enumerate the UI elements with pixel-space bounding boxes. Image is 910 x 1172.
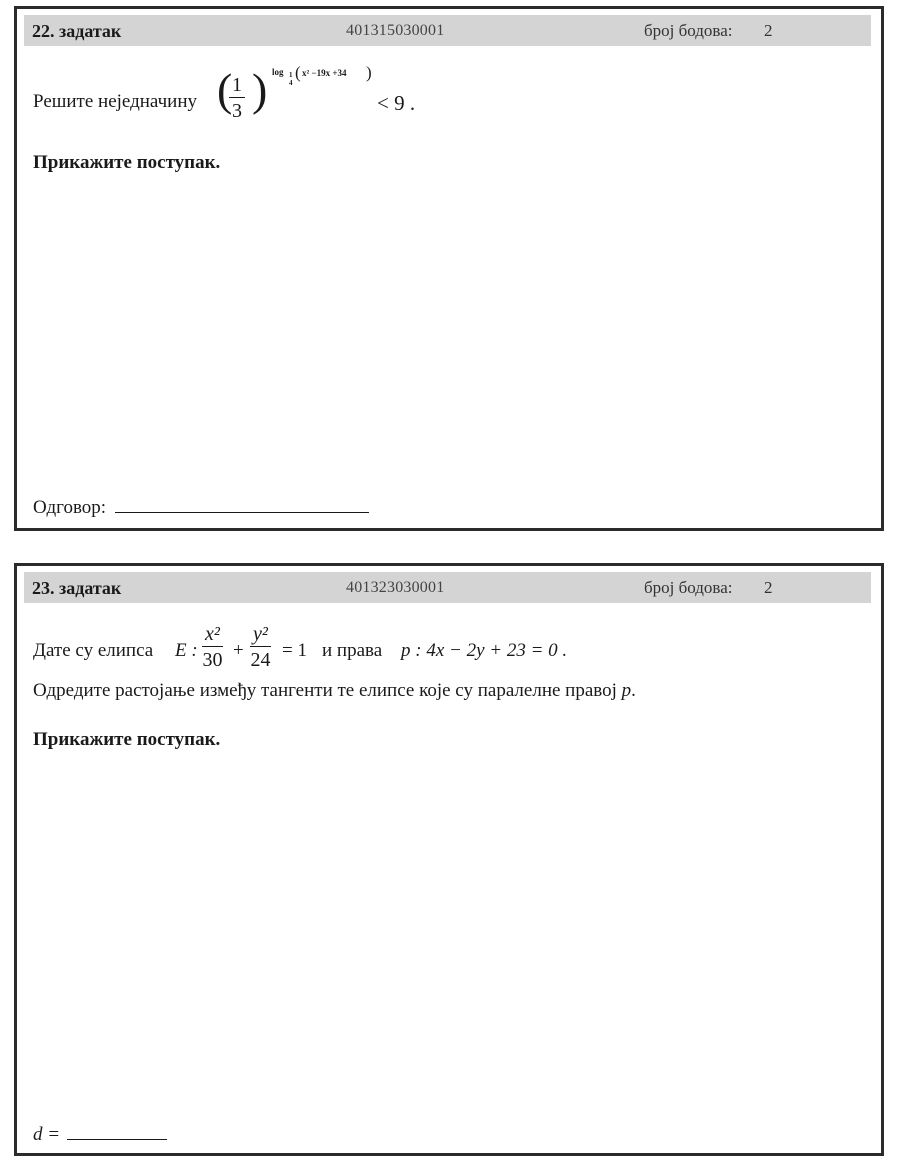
task-code: 401315030001: [346, 22, 445, 39]
log-word: log: [272, 67, 284, 77]
points-label: број бодова:: [644, 578, 733, 597]
answer-blank[interactable]: [67, 1121, 167, 1140]
task-header: [24, 572, 871, 603]
left-paren: (: [217, 64, 233, 115]
answer-row: [33, 494, 369, 519]
fraction-denominator: 3: [232, 100, 242, 122]
answer-row: [33, 1121, 167, 1146]
answer-label: d =: [33, 1124, 61, 1145]
fraction-numerator: x²: [202, 624, 223, 647]
fraction-x-squared-over-30: [202, 624, 223, 670]
task-code: 401323030001: [346, 579, 445, 596]
fraction-one-third: [229, 75, 245, 121]
points-value: 2: [764, 578, 773, 597]
task-22-card: [14, 6, 884, 531]
task-title: 22. задатак: [32, 21, 122, 41]
log-base-numerator: 1: [289, 71, 293, 79]
task-header: [24, 15, 871, 46]
answer-label: Одговор:: [33, 497, 107, 518]
log-argument: x² −19x +34: [302, 68, 347, 78]
inequality-rhs: < 9 .: [377, 91, 416, 115]
fraction-numerator: 1: [229, 75, 245, 98]
line-equation: p : 4x − 2y + 23 = 0 .: [401, 640, 568, 661]
question-variable: p: [621, 680, 632, 701]
task-23-card: [14, 563, 884, 1156]
question-body: Одредите растојање између тангенти те елипсе које су паралелне правој: [33, 680, 617, 701]
log-base-denominator: 4: [289, 79, 293, 87]
points-value: 2: [764, 21, 773, 40]
points-label: број бодова:: [644, 21, 733, 40]
question-text: [33, 680, 636, 702]
show-work-instruction: Прикажите поступак.: [33, 729, 221, 750]
exponent-right-paren: ): [366, 63, 372, 82]
and-line-text: и права: [322, 640, 383, 661]
answer-blank[interactable]: [115, 494, 369, 513]
fraction-y-squared-over-24: [250, 624, 271, 670]
fraction-numerator: y²: [250, 624, 271, 647]
ellipse-rhs: = 1: [282, 640, 307, 661]
task-title: 23. задатак: [32, 578, 122, 598]
ellipse-name: E :: [175, 640, 198, 661]
question-end: .: [631, 680, 636, 701]
task-prompt: Решите неједначину: [33, 91, 197, 112]
right-paren: ): [252, 64, 268, 115]
exponent-left-paren: (: [295, 63, 301, 82]
fraction-denominator: 30: [202, 649, 223, 671]
fraction-denominator: 24: [250, 649, 271, 671]
plus-sign: +: [233, 640, 244, 661]
show-work-instruction: Прикажите поступак.: [33, 152, 221, 173]
task-prompt: Дате су елипса: [33, 640, 154, 661]
